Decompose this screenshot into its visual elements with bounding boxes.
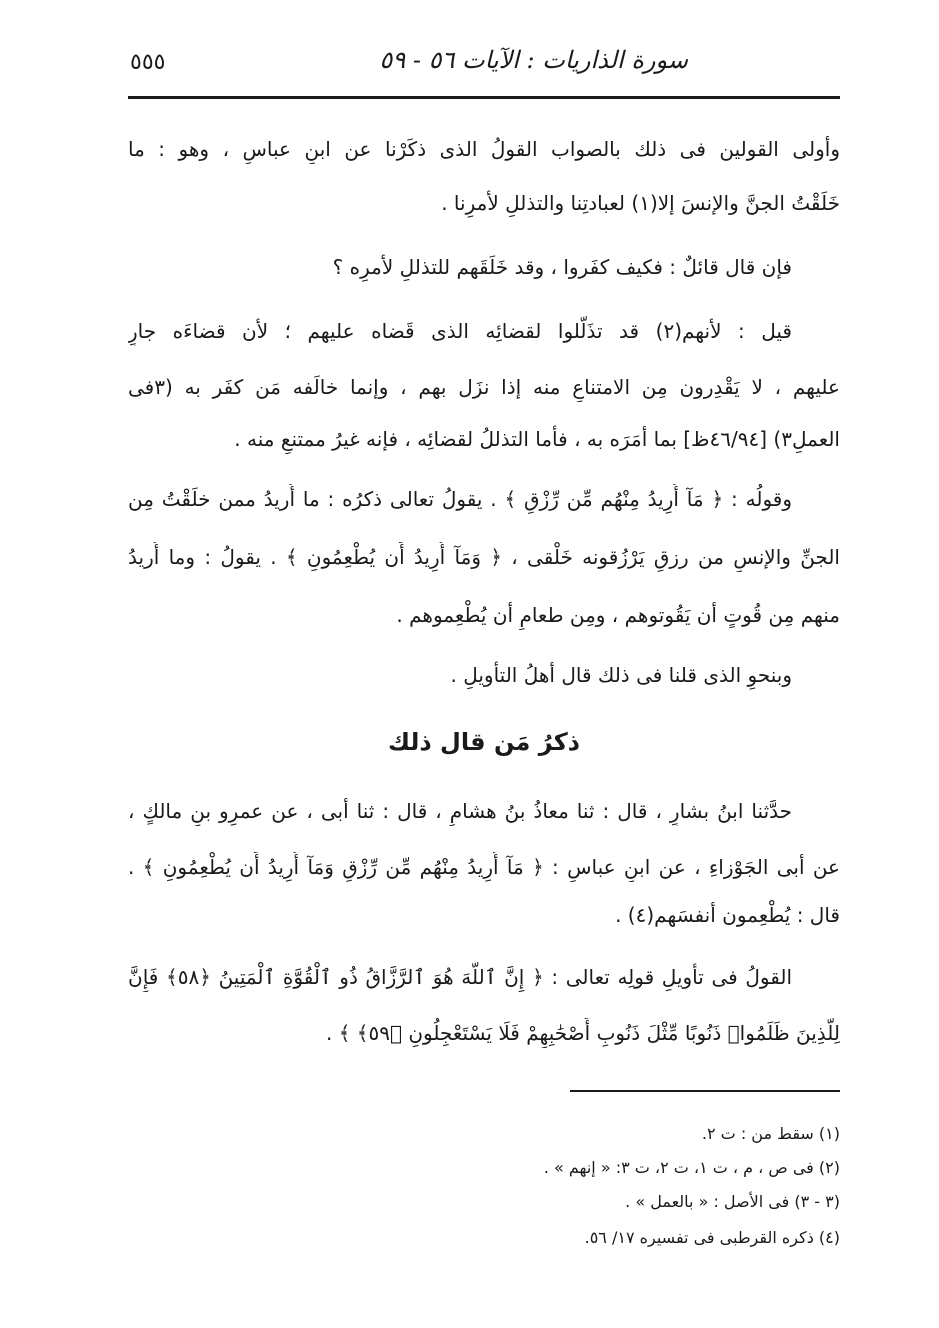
running-header [128, 40, 838, 92]
body-line: عن أبى الجَوْزاءِ ، عن ابنِ عباسٍ : ﴿ مَآ أُرِيدُ مِنْهُم مِّن رِّزْقٍ وَمَآ أُرِيدُ أَن يُطْعِمُونِ ﴾ . [128, 855, 840, 879]
header-title: سورة الذاريات : الآيات ٥٦ - ٥٩ [379, 46, 688, 74]
body-line: حدَّثنا ابنُ بشارٍ ، قال : ثنا معاذُ بنُ هشامٍ ، قال : ثنا أبى ، عن عمرِو بنِ مالكٍ ، [128, 799, 792, 823]
header-rule [128, 96, 840, 99]
body-line: قال : يُطْعِمون أنفسَهم(٤) . [615, 903, 840, 927]
body-line: فإن قال قائلٌ : فكيف كفَروا ، وقد خَلَقَهم للتذللِ لأمرِه ؟ [332, 255, 792, 279]
footnote: (١) سقط من : ت ٢. [701, 1124, 840, 1143]
footnote: (٣ - ٣) فى الأصل : « بالعمل » . [625, 1192, 840, 1211]
body-line: وقولُه : ﴿ مَآ أُرِيدُ مِنْهُم مِّن رِّزْقٍ ﴾ . يقولُ تعالى ذكرُه : ما أُريدُ ممن خلَقْتُ مِن [128, 487, 792, 511]
section-heading: ذكرُ مَن قال ذلك [388, 728, 580, 756]
footnote: (٤) ذكره القرطبى فى تفسيره ١٧/ ٥٦. [584, 1228, 840, 1247]
footnote: (٢) فى ص ، م ، ت ١، ت ٢، ت ٣: « إنهم » . [543, 1158, 840, 1177]
body-line: خَلَقْتُ الجنَّ والإنسَ إلا(١) لعبادتِنا والتذللِ لأمرِنا . [441, 191, 840, 215]
body-line: وبنحوِ الذى قلنا فى ذلك قال أهلُ التأويلِ . [450, 663, 792, 687]
body-line: قيل : لأنهم(٢) قد تذَلَّلوا لقضائِه الذى قَضاه عليهم ؛ لأن قضاءَه جارٍ [128, 319, 792, 343]
body-line: لِلَّذِينَ ظَلَمُوا۟ ذَنُوبًا مِّثْلَ ذَنُوبِ أَصْحَٰبِهِمْ فَلَا يَسْتَعْجِلُونِ ﴿٥٩﴾ ﴾ . [326, 1021, 840, 1045]
body-line: عليهم ، لا يَقْدِرون مِن الامتناعِ منه إذا نزَل بهم ، وإنما خالَفه مَن كفَر به (٣فى [128, 375, 840, 399]
footnote-rule [570, 1090, 840, 1092]
body-line: الجنِّ والإنسِ من رزقٍ يَرْزُقونه خَلْقى ، ﴿ وَمَآ أُرِيدُ أَن يُطْعِمُونِ ﴾ . يقولُ : وما أُريدُ [128, 545, 840, 569]
body-line: القولُ فى تأويلِ قولِه تعالى : ﴿ إِنَّ ٱللَّهَ هُوَ ٱلرَّزَّاقُ ذُو ٱلْقُوَّةِ ٱلْمَتِينُ ﴿٥٨﴾ فَإِنَّ [128, 965, 793, 989]
body-line: منهم مِن قُوتٍ أن يَقُوتوهم ، ومِن طعامٍ أن يُطْعِموهم . [396, 603, 840, 627]
body-line: العملِ٣) [٤٦/٩٤ظ] بما أمَرَه به ، فأما التذللُ لقضائِه ، فإنه غيرُ ممتنعٍ منه . [234, 427, 840, 451]
page-number: ٥٥٥ [130, 50, 166, 75]
body-line: وأولى القولين فى ذلك بالصواب القولُ الذى ذكَرْنا عن ابنِ عباسٍ ، وهو : ما [128, 137, 840, 161]
